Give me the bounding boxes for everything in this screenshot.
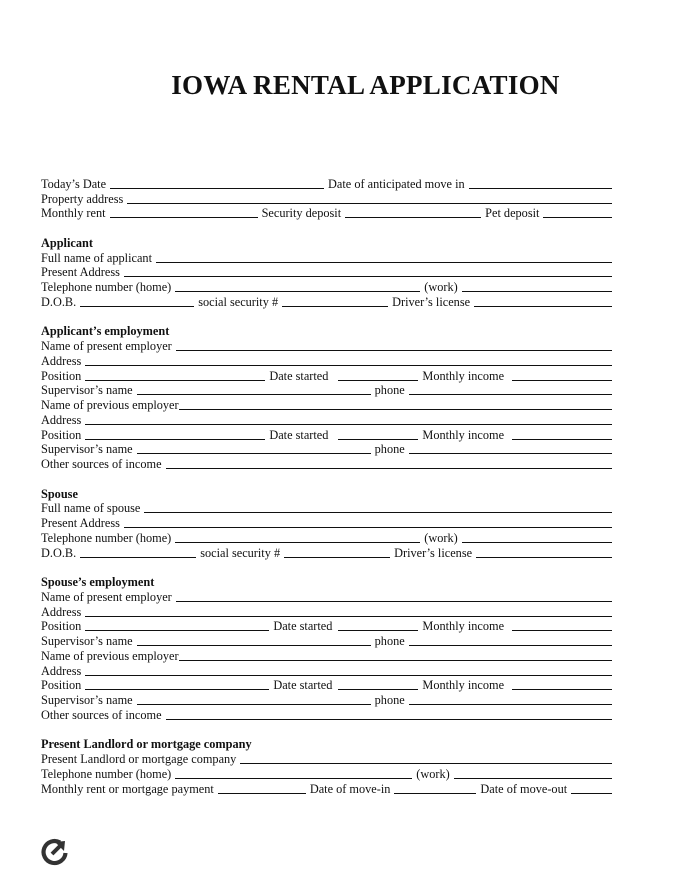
landlord-move-out-label: Date of move-out — [480, 781, 568, 796]
row-app-present-employer — [41, 338, 616, 353]
applicant-full-name-field[interactable] — [156, 262, 612, 263]
sp-prev-supervisor-phone-label: phone — [374, 693, 405, 707]
move-in-label: Date of anticipated move in — [328, 176, 465, 191]
app-employer-address-label: Address — [41, 353, 82, 368]
sp-present-employer-field[interactable] — [176, 601, 612, 602]
row-app-address-2 — [41, 412, 616, 427]
spouse-phone-home-field[interactable] — [175, 542, 420, 543]
spouse-section — [41, 486, 616, 501]
sp-prev-address-field[interactable] — [85, 675, 612, 676]
sp-supervisor-phone-field[interactable] — [409, 645, 612, 646]
rental-application-form — [41, 176, 616, 796]
row-landlord-phone — [41, 766, 616, 781]
app-supervisor-field[interactable] — [137, 394, 371, 395]
sp-prev-position-field[interactable] — [85, 689, 269, 690]
row-sp-supervisor-2 — [41, 692, 616, 707]
spouse-phone-home-label: Telephone number (home) — [41, 530, 172, 545]
row-app-supervisor-2 — [41, 442, 616, 457]
sp-prev-address-label: Address — [41, 663, 82, 678]
applicant-license-field[interactable] — [474, 306, 612, 307]
spouse-ssn-field[interactable] — [284, 557, 390, 558]
sp-prev-supervisor-phone-field[interactable] — [409, 704, 612, 705]
monthly-rent-label: Monthly rent — [41, 206, 106, 221]
app-prev-supervisor-label: Supervisor’s name — [41, 442, 133, 457]
sp-prev-date-started-field[interactable] — [338, 689, 418, 690]
applicant-address-field[interactable] — [124, 276, 612, 277]
property-address-field[interactable] — [127, 203, 612, 204]
row-property — [41, 191, 616, 206]
applicant-phone-home-label: Telephone number (home) — [41, 280, 172, 294]
applicant-phone-work-label: (work) — [424, 280, 458, 294]
spouse-address-field[interactable] — [124, 527, 612, 528]
app-supervisor-phone-label: phone — [374, 383, 405, 398]
sp-position-field[interactable] — [85, 630, 269, 631]
sp-present-employer-label: Name of present employer — [41, 589, 172, 604]
row-sp-present-employer — [41, 589, 616, 604]
row-sp-previous-employer — [41, 648, 616, 663]
app-monthly-income-field[interactable] — [512, 380, 612, 381]
applicant-phone-work-field[interactable] — [462, 291, 612, 292]
sp-prev-supervisor-label: Supervisor’s name — [41, 693, 133, 707]
row-app-other-income — [41, 456, 616, 471]
sp-date-started-field[interactable] — [338, 630, 418, 631]
row-app-position-2 — [41, 427, 616, 442]
landlord-heading: Present Landlord or mortgage company — [41, 737, 252, 752]
landlord-move-in-field[interactable] — [394, 793, 476, 794]
row-app-supervisor-1 — [41, 383, 616, 398]
landlord-phone-home-label: Telephone number (home) — [41, 766, 172, 781]
landlord-monthly-payment-field[interactable] — [218, 793, 306, 794]
applicant-employment-section — [41, 324, 616, 339]
sp-supervisor-field[interactable] — [137, 645, 371, 646]
applicant-dob-field[interactable] — [80, 306, 194, 307]
applicant-employment-heading: Applicant’s employment — [41, 324, 170, 339]
row-sp-address-2 — [41, 663, 616, 678]
spouse-heading: Spouse — [41, 486, 78, 501]
row-applicant-name — [41, 250, 616, 265]
sp-prev-date-started-label: Date started — [273, 678, 333, 693]
row-sp-position-2 — [41, 678, 616, 693]
spouse-employment-section — [41, 574, 616, 589]
app-employer-address-field[interactable] — [85, 365, 612, 366]
row-landlord-company — [41, 751, 616, 766]
applicant-ssn-field[interactable] — [282, 306, 388, 307]
app-other-income-field[interactable] — [166, 468, 612, 469]
row-sp-position-1 — [41, 619, 616, 634]
brand-logo-icon — [40, 836, 70, 866]
spouse-ssn-label: social security # — [200, 545, 281, 560]
sp-prev-supervisor-field[interactable] — [137, 704, 371, 705]
applicant-address-label: Present Address — [41, 265, 120, 280]
landlord-phone-work-field[interactable] — [454, 778, 612, 779]
applicant-phone-home-field[interactable] — [175, 291, 420, 292]
spouse-full-name-label: Full name of spouse — [41, 501, 141, 516]
app-date-started-label: Date started — [269, 368, 329, 383]
landlord-company-label: Present Landlord or mortgage company — [41, 752, 237, 766]
sp-supervisor-label: Supervisor’s name — [41, 634, 133, 648]
row-spouse-address — [41, 515, 616, 530]
row-landlord-payment — [41, 781, 616, 796]
app-prev-supervisor-phone-label: phone — [374, 442, 405, 457]
app-present-employer-field[interactable] — [176, 350, 612, 351]
row-app-position-1 — [41, 368, 616, 383]
app-date-started-field[interactable] — [338, 380, 418, 381]
row-app-previous-employer — [41, 397, 616, 412]
sp-date-started-label: Date started — [273, 619, 333, 634]
spouse-address-label: Present Address — [41, 516, 120, 530]
todays-date-label: Today’s Date — [41, 176, 107, 191]
app-position-field[interactable] — [85, 380, 265, 381]
sp-previous-employer-label: Name of previous employer — [41, 648, 179, 663]
landlord-move-out-field[interactable] — [571, 793, 612, 794]
app-supervisor-phone-field[interactable] — [409, 394, 612, 395]
spouse-employment-heading: Spouse’s employment — [41, 575, 155, 589]
spouse-phone-work-label: (work) — [424, 530, 458, 545]
sp-monthly-income-field[interactable] — [512, 630, 612, 631]
row-applicant-phone — [41, 279, 616, 294]
row-sp-supervisor-1 — [41, 633, 616, 648]
app-prev-supervisor-field[interactable] — [137, 453, 371, 454]
app-prev-date-started-field[interactable] — [338, 439, 418, 440]
app-position-label: Position — [41, 368, 82, 383]
landlord-company-field[interactable] — [240, 763, 612, 764]
app-prev-supervisor-phone-field[interactable] — [409, 453, 612, 454]
landlord-move-in-label: Date of move-in — [309, 781, 391, 796]
app-prev-monthly-income-label: Monthly income — [422, 427, 505, 442]
app-present-employer-label: Name of present employer — [41, 339, 172, 353]
row-applicant-address — [41, 265, 616, 280]
applicant-full-name-label: Full name of applicant — [41, 250, 152, 265]
row-sp-other-income — [41, 707, 616, 722]
applicant-license-label: Driver’s license — [392, 294, 471, 309]
landlord-monthly-payment-label: Monthly rent or mortgage payment — [41, 781, 214, 796]
sp-employer-address-field[interactable] — [85, 616, 612, 617]
row-spouse-phone — [41, 530, 616, 545]
sp-previous-employer-field[interactable] — [179, 660, 612, 661]
sp-monthly-income-label: Monthly income — [422, 619, 505, 634]
app-prev-date-started-label: Date started — [269, 427, 329, 442]
row-spouse-name — [41, 501, 616, 516]
landlord-section — [41, 737, 616, 752]
sp-prev-monthly-income-label: Monthly income — [422, 678, 505, 693]
applicant-dob-label: D.O.B. — [41, 294, 77, 309]
spouse-license-label: Driver’s license — [394, 545, 473, 560]
row-app-address-1 — [41, 353, 616, 368]
todays-date-field[interactable] — [110, 188, 324, 189]
page-title: IOWA RENTAL APPLICATION — [171, 70, 560, 100]
applicant-heading: Applicant — [41, 235, 93, 250]
app-previous-employer-label: Name of previous employer — [41, 398, 179, 412]
row-sp-address-1 — [41, 604, 616, 619]
sp-position-label: Position — [41, 619, 82, 634]
app-monthly-income-label: Monthly income — [422, 368, 505, 383]
sp-other-income-field[interactable] — [166, 719, 612, 720]
security-deposit-label: Security deposit — [261, 206, 342, 221]
sp-employer-address-label: Address — [41, 604, 82, 619]
pet-deposit-field[interactable] — [543, 217, 612, 218]
row-spouse-ids — [41, 545, 616, 560]
app-other-income-label: Other sources of income — [41, 457, 162, 471]
spouse-license-field[interactable] — [476, 557, 612, 558]
row-dates — [41, 176, 616, 191]
app-prev-position-field[interactable] — [85, 439, 265, 440]
app-supervisor-label: Supervisor’s name — [41, 383, 133, 398]
spouse-dob-field[interactable] — [80, 557, 196, 558]
property-address-label: Property address — [41, 191, 124, 206]
row-applicant-ids — [41, 294, 616, 309]
sp-prev-position-label: Position — [41, 678, 82, 693]
spouse-full-name-field[interactable] — [144, 512, 612, 513]
security-deposit-field[interactable] — [345, 217, 481, 218]
sp-prev-monthly-income-field[interactable] — [512, 689, 612, 690]
monthly-rent-field[interactable] — [110, 217, 258, 218]
applicant-ssn-label: social security # — [198, 294, 279, 309]
move-in-field[interactable] — [469, 188, 612, 189]
landlord-phone-home-field[interactable] — [175, 778, 412, 779]
app-prev-position-label: Position — [41, 427, 82, 442]
app-prev-monthly-income-field[interactable] — [512, 439, 612, 440]
applicant-section — [41, 235, 616, 250]
app-previous-employer-field[interactable] — [179, 409, 612, 410]
landlord-phone-work-label: (work) — [416, 766, 450, 781]
spouse-phone-work-field[interactable] — [462, 542, 612, 543]
sp-other-income-label: Other sources of income — [41, 707, 162, 722]
app-prev-address-label: Address — [41, 412, 82, 427]
app-prev-address-field[interactable] — [85, 424, 612, 425]
sp-supervisor-phone-label: phone — [374, 634, 405, 648]
pet-deposit-label: Pet deposit — [485, 206, 540, 221]
row-rent — [41, 206, 616, 221]
spouse-dob-label: D.O.B. — [41, 545, 77, 560]
